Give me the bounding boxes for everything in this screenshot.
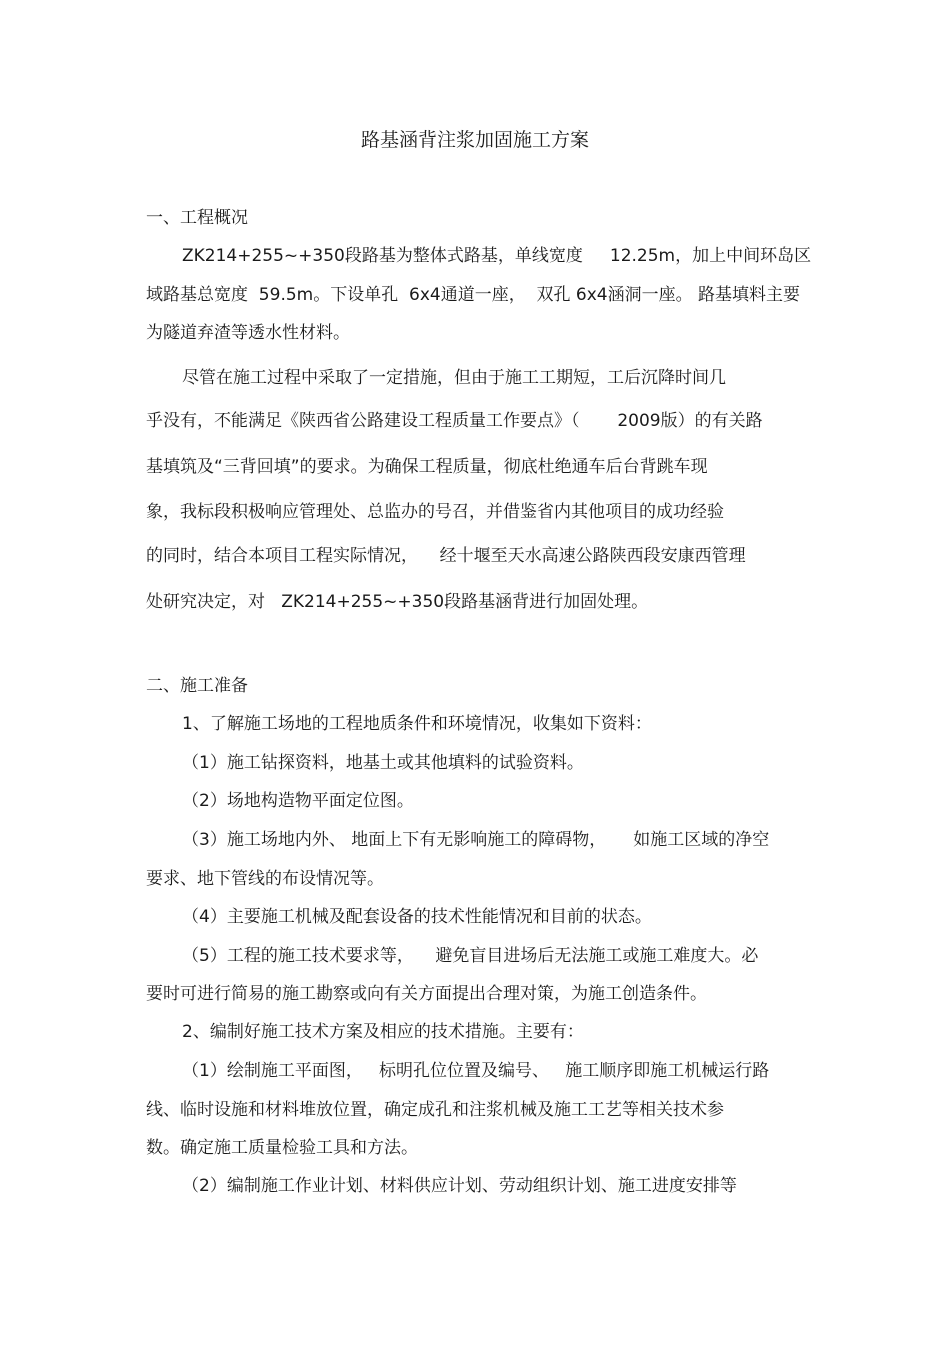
body-text-line: 数。确定施工质量检验工具和方法。 [146, 1138, 418, 1158]
body-text-line: （3）施工场地内外、 地面上下有无影响施工的障碍物， 如施工区域的净空 [182, 830, 770, 850]
body-text-line: ZK214+255~+350段路基为整体式路基，单线宽度 12.25m，加上中间环岛区 [182, 246, 812, 266]
body-text-line: （5）工程的施工技术要求等， 避免盲目进场后无法施工或施工难度大。必 [182, 946, 759, 966]
body-text-line: 一、工程概况 [146, 208, 248, 228]
body-text-line: （2）编制施工作业计划、材料供应计划、劳动组织计划、施工进度安排等 [182, 1176, 737, 1196]
body-text-line: 象，我标段积极响应管理处、总监办的号召，并借鉴省内其他项目的成功经验 [146, 502, 724, 522]
body-text-line: （2）场地构造物平面定位图。 [182, 791, 414, 811]
body-text-line: 乎没有，不能满足《陕西省公路建设工程质量工作要点》（ 2009版）的有关路 [146, 411, 763, 431]
body-text-line: 的同时，结合本项目工程实际情况， 经十堰至天水高速公路陕西段安康西管理 [146, 546, 746, 566]
body-text-line: （4）主要施工机械及配套设备的技术性能情况和目前的状态。 [182, 907, 652, 927]
document-title: 路基涵背注浆加固施工方案 [360, 129, 589, 151]
body-text-line: 域路基总宽度 59.5m。下设单孔 6x4通道一座， 双孔 6x4涵洞一座。 路基填料主要 [146, 285, 801, 305]
body-text-line: （1）施工钻探资料，地基土或其他填料的试验资料。 [182, 753, 584, 773]
body-text-line: 二、施工准备 [146, 676, 248, 696]
body-text-line: 要时可进行简易的施工勘察或向有关方面提出合理对策，为施工创造条件。 [146, 984, 707, 1004]
body-text-line: 1、了解施工场地的工程地质条件和环境情况，收集如下资料： [182, 714, 652, 734]
body-text-line: 尽管在施工过程中采取了一定措施，但由于施工工期短，工后沉降时间几 [182, 368, 726, 388]
body-text-line: （1）绘制施工平面图， 标明孔位位置及编号、 施工顺序即施工机械运行路 [182, 1061, 770, 1081]
body-text-line: 基填筑及“三背回填”的要求。为确保工程质量，彻底杜绝通车后台背跳车现 [146, 457, 708, 477]
body-text-line: 要求、地下管线的布设情况等。 [146, 869, 384, 889]
body-text-line: 为隧道弃渣等透水性材料。 [146, 323, 350, 343]
body-text-line: 处研究决定，对 ZK214+255~+350段路基涵背进行加固处理。 [146, 592, 649, 612]
body-text-line: 线、临时设施和材料堆放位置，确定成孔和注浆机械及施工工艺等相关技术参 [146, 1100, 724, 1120]
body-text-line: 2、编制好施工技术方案及相应的技术措施。主要有： [182, 1022, 584, 1042]
